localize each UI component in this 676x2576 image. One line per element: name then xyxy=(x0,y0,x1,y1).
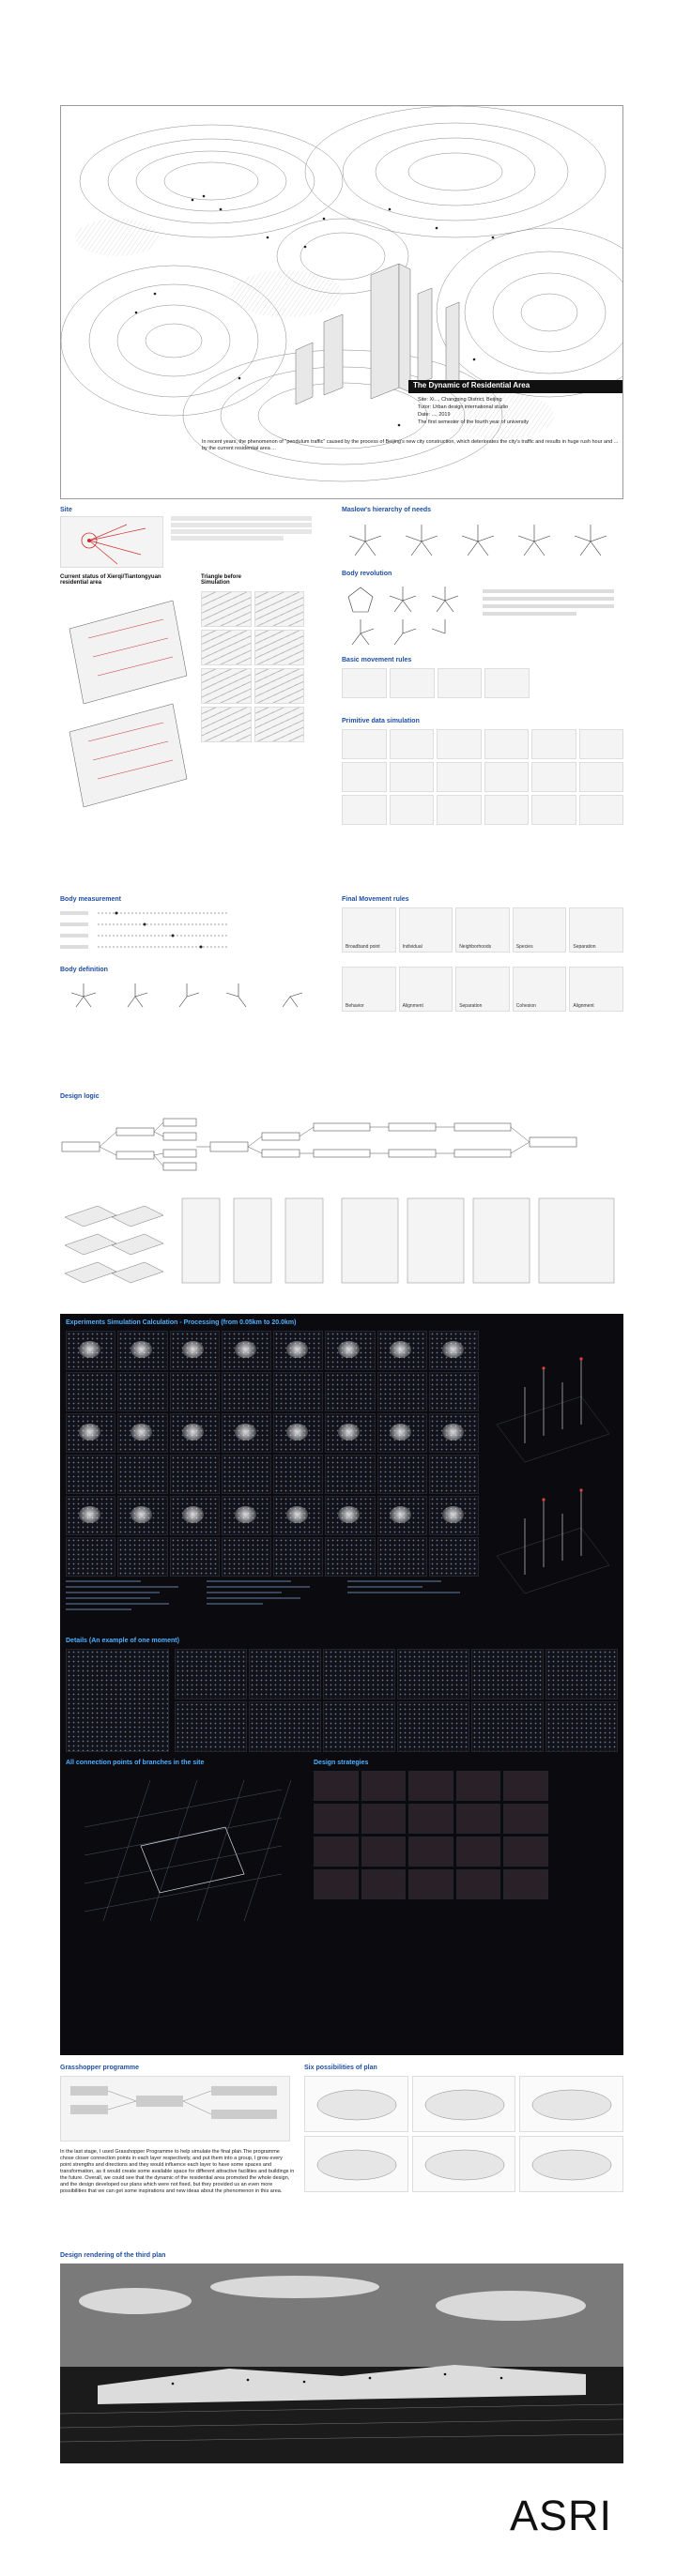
definition-cell xyxy=(399,967,453,1012)
detail-frame xyxy=(249,1701,321,1752)
grasshopper-title: Grasshopper programme xyxy=(60,2065,140,2071)
asri-logo: ASRI xyxy=(510,2492,613,2539)
movement-label: Individual xyxy=(402,944,422,950)
sim-frame xyxy=(117,1413,167,1453)
final-plan-panel xyxy=(60,2065,623,2463)
sim-frame xyxy=(273,1331,323,1370)
connection-points-map xyxy=(66,1771,300,1930)
body-measurement-title: Body measurement xyxy=(60,896,121,903)
body-rules-panel xyxy=(60,896,623,1084)
movement-cell xyxy=(399,907,453,953)
plan-blob xyxy=(413,2137,516,2192)
sim-frame xyxy=(429,1331,479,1370)
movement-label: Broadband point xyxy=(346,944,380,950)
simulation-title: Experiments Simulation Calculation - Processing (from 0.05km to 20.0km) xyxy=(66,1319,297,1326)
sim-frame xyxy=(66,1372,115,1411)
definition-cell xyxy=(455,967,510,1012)
sim-frame xyxy=(117,1372,167,1411)
definition-label: Separation xyxy=(459,1003,483,1009)
3d-frequency-graph xyxy=(487,1331,619,1612)
grasshopper-paragraph: In the last stage, I used Grasshopper Programme to help simulate the final plan.The programme chose closer connection points in each layer respectively, and put them into a group, I grow every point strengths and directions and they would influence each layer to have some spaces and transformation, as it would create some available space for different attractive facilities and buildings in the future. Overall, we could see that the dynamic of the residential area promoted the whole design, and the design developed our plans which were not fixed, but they provided us an even more possibilities that we can get some inspirations and new ideas about the phenomenon in this area. xyxy=(60,2149,295,2194)
rule-cell xyxy=(390,668,435,698)
sim-frame xyxy=(170,1331,220,1370)
sim-frame xyxy=(429,1372,479,1411)
triangle-cell xyxy=(201,707,252,742)
triangle-cell xyxy=(201,668,252,704)
simulation-grid xyxy=(66,1331,479,1577)
rule-cell xyxy=(342,668,387,698)
possibilities-grid xyxy=(304,2076,623,2192)
sim-frame xyxy=(66,1496,115,1535)
definition-label: Behavior xyxy=(346,1003,364,1009)
body-measurement-diagram xyxy=(60,906,323,962)
final-movement-title: Final Movement rules xyxy=(342,896,409,903)
sim-frame xyxy=(117,1455,167,1494)
maslow-stars xyxy=(342,518,623,565)
maslow-title: Maslow's hierarchy of needs xyxy=(342,507,432,513)
sim-frame xyxy=(325,1413,375,1453)
info-line-2: Tutor: Urban design international studio xyxy=(418,404,509,410)
strategy-cell xyxy=(503,1771,548,1801)
rendering-scene xyxy=(60,2264,623,2463)
movement-cell xyxy=(569,907,623,953)
plan-blob xyxy=(305,2137,408,2192)
intro-paragraph: In recent years, the phenomenon of "pendulum traffic" caused by the process of Beijing's new city construction, which deteriorates the city's traffic and results in huge rush hour and ... by the current residential area ... xyxy=(202,439,619,451)
possibilities-title: Six possibilities of plan xyxy=(304,2065,377,2071)
sim-frame xyxy=(377,1331,427,1370)
detail-frame xyxy=(175,1649,247,1700)
movement-label: Neighborhoods xyxy=(459,944,492,950)
sim-frame xyxy=(273,1372,323,1411)
definition-cell xyxy=(513,967,567,1012)
sim-frame xyxy=(325,1537,375,1577)
triangle-cell xyxy=(254,591,305,627)
plan-blob xyxy=(520,2137,623,2192)
detail-frame xyxy=(323,1701,395,1752)
site-map xyxy=(60,516,163,568)
strategy-cell xyxy=(456,1869,501,1899)
sim-frame xyxy=(170,1455,220,1494)
info-line-3: Date: ..., 2019 xyxy=(418,412,451,418)
sim-cell xyxy=(437,762,482,792)
strategy-cell xyxy=(456,1804,501,1834)
triangle-cell xyxy=(201,591,252,627)
site-analysis-panel xyxy=(60,507,623,887)
sim-frame xyxy=(273,1455,323,1494)
grasshopper-canvas xyxy=(60,2076,290,2142)
detail-large-frame xyxy=(66,1649,169,1752)
strategy-cell xyxy=(314,1837,359,1867)
sim-frame xyxy=(66,1455,115,1494)
site-description xyxy=(171,516,312,542)
body-revolution-title: Body revolution xyxy=(342,571,392,577)
plan-option xyxy=(412,2076,516,2132)
sim-frame xyxy=(429,1537,479,1577)
sim-cell xyxy=(531,729,576,759)
strategy-cell xyxy=(456,1771,501,1801)
design-logic-panel xyxy=(60,1093,623,1309)
definition-cell xyxy=(342,967,396,1012)
sim-cell xyxy=(579,795,624,825)
sim-frame xyxy=(429,1496,479,1535)
definition-grid xyxy=(342,967,623,1012)
triangle-grid xyxy=(201,591,304,742)
sim-frame xyxy=(325,1372,375,1411)
sim-frame xyxy=(222,1331,271,1370)
plan-option xyxy=(412,2136,516,2192)
sim-cell xyxy=(342,762,387,792)
movement-cell xyxy=(455,907,510,953)
sim-frame xyxy=(170,1413,220,1453)
plan-blob xyxy=(520,2077,623,2132)
strategy-cell xyxy=(361,1869,407,1899)
movement-rules-grid xyxy=(342,668,530,698)
sim-cell xyxy=(484,762,530,792)
sim-frame xyxy=(429,1413,479,1453)
strategy-cell xyxy=(361,1804,407,1834)
basic-movement-title: Basic movement rules xyxy=(342,657,412,663)
strategies-title: Design strategies xyxy=(314,1760,369,1766)
isometric-site-plans xyxy=(60,591,192,835)
body-definition-diagram xyxy=(60,976,323,1023)
definition-label: Alignment xyxy=(402,1003,423,1009)
detail-frame xyxy=(545,1701,618,1752)
sim-cell xyxy=(342,795,387,825)
detail-frame xyxy=(249,1649,321,1700)
sim-frame xyxy=(66,1331,115,1370)
definition-cell xyxy=(569,967,623,1012)
panel-title: The Dynamic of Residential Area xyxy=(413,381,530,389)
sim-frame xyxy=(273,1496,323,1535)
design-logic-flowchart xyxy=(60,1105,623,1306)
sim-cell xyxy=(390,795,435,825)
sim-frame xyxy=(377,1496,427,1535)
sim-frame xyxy=(429,1455,479,1494)
details-grid xyxy=(175,1649,618,1752)
body-revolution-diagram xyxy=(342,582,623,652)
rendering-title: Design rendering of the third plan xyxy=(60,2252,166,2259)
sim-cell xyxy=(437,795,482,825)
sim-frame xyxy=(377,1372,427,1411)
sim-frame xyxy=(117,1537,167,1577)
definition-label: Cohesion xyxy=(515,1003,536,1009)
sim-frame xyxy=(170,1496,220,1535)
strategy-cell xyxy=(503,1804,548,1834)
triangle-cell xyxy=(254,668,305,704)
triangle-cell xyxy=(201,630,252,665)
strategy-cell xyxy=(408,1804,453,1834)
strategy-cell xyxy=(456,1837,501,1867)
detail-frame xyxy=(545,1649,618,1700)
detail-frame xyxy=(175,1701,247,1752)
strategy-cell xyxy=(503,1837,548,1867)
final-movement-grid xyxy=(342,907,623,953)
sim-frame xyxy=(325,1496,375,1535)
code-lines-graphic xyxy=(66,1577,479,1633)
primitive-grid xyxy=(342,729,623,825)
sim-frame xyxy=(222,1455,271,1494)
detail-frame xyxy=(397,1701,469,1752)
movement-cell xyxy=(513,907,567,953)
contour-drawing-panel xyxy=(60,105,623,499)
strategy-cell xyxy=(361,1771,407,1801)
current-status-title: Current status of Xierqi/Tiantongyuan residential area xyxy=(60,574,161,586)
design-logic-title: Design logic xyxy=(60,1093,100,1100)
strategies-grid xyxy=(314,1771,548,1899)
strategy-cell xyxy=(314,1771,359,1801)
sim-frame xyxy=(325,1455,375,1494)
sim-cell xyxy=(390,729,435,759)
sim-frame xyxy=(222,1537,271,1577)
detail-frame xyxy=(471,1701,544,1752)
plan-option xyxy=(519,2076,623,2132)
movement-label: Separation xyxy=(573,944,596,950)
plan-blob xyxy=(413,2077,516,2132)
sim-frame xyxy=(222,1372,271,1411)
sim-frame xyxy=(117,1496,167,1535)
movement-label: Species xyxy=(515,944,533,950)
body-definition-title: Body definition xyxy=(60,967,108,973)
info-line-1: Site: Xi..., Changping District, Beijing xyxy=(418,397,502,403)
sim-cell xyxy=(579,762,624,792)
strategy-cell xyxy=(314,1804,359,1834)
simulation-panel xyxy=(60,1314,623,2055)
sim-cell xyxy=(342,729,387,759)
site-network-graphic xyxy=(61,517,163,568)
strategy-cell xyxy=(361,1837,407,1867)
definition-label: Alignment xyxy=(573,1003,594,1009)
sim-frame xyxy=(273,1537,323,1577)
sim-frame xyxy=(66,1413,115,1453)
sim-frame xyxy=(222,1413,271,1453)
detail-frame xyxy=(397,1649,469,1700)
code-listing xyxy=(66,1577,479,1633)
sim-cell xyxy=(437,729,482,759)
connection-title: All connection points of branches in the site xyxy=(66,1760,205,1766)
strategy-cell xyxy=(314,1869,359,1899)
grasshopper-nodes-graphic xyxy=(61,2077,290,2142)
sim-frame xyxy=(170,1537,220,1577)
info-line-4: The first semester of the fourth year of university xyxy=(418,419,529,425)
plan-blob xyxy=(305,2077,408,2132)
sim-frame xyxy=(117,1331,167,1370)
sim-frame xyxy=(170,1372,220,1411)
plan-option xyxy=(304,2136,408,2192)
design-rendering xyxy=(60,2264,623,2463)
sim-cell xyxy=(531,795,576,825)
site-title: Site xyxy=(60,507,72,513)
sim-cell xyxy=(390,762,435,792)
detail-frame xyxy=(471,1649,544,1700)
sim-frame xyxy=(66,1537,115,1577)
sim-frame xyxy=(273,1413,323,1453)
sim-frame xyxy=(325,1331,375,1370)
sim-cell xyxy=(484,795,530,825)
details-title: Details (An example of one moment) xyxy=(66,1638,179,1644)
movement-cell xyxy=(342,907,396,953)
sim-frame xyxy=(377,1537,427,1577)
sim-frame xyxy=(222,1496,271,1535)
strategy-cell xyxy=(408,1837,453,1867)
rule-cell xyxy=(484,668,530,698)
strategy-cell xyxy=(408,1869,453,1899)
detail-frame xyxy=(323,1649,395,1700)
rule-cell xyxy=(438,668,483,698)
triangle-title: Triangle before Simulation xyxy=(201,574,242,586)
plan-option xyxy=(304,2076,408,2132)
strategy-cell xyxy=(503,1869,548,1899)
primitive-title: Primitive data simulation xyxy=(342,718,420,724)
triangle-cell xyxy=(254,630,305,665)
triangle-cell xyxy=(254,707,305,742)
plan-option xyxy=(519,2136,623,2192)
sim-frame xyxy=(377,1455,427,1494)
strategy-cell xyxy=(408,1771,453,1801)
sim-cell xyxy=(579,729,624,759)
sim-cell xyxy=(484,729,530,759)
sim-frame xyxy=(377,1413,427,1453)
sim-cell xyxy=(531,762,576,792)
